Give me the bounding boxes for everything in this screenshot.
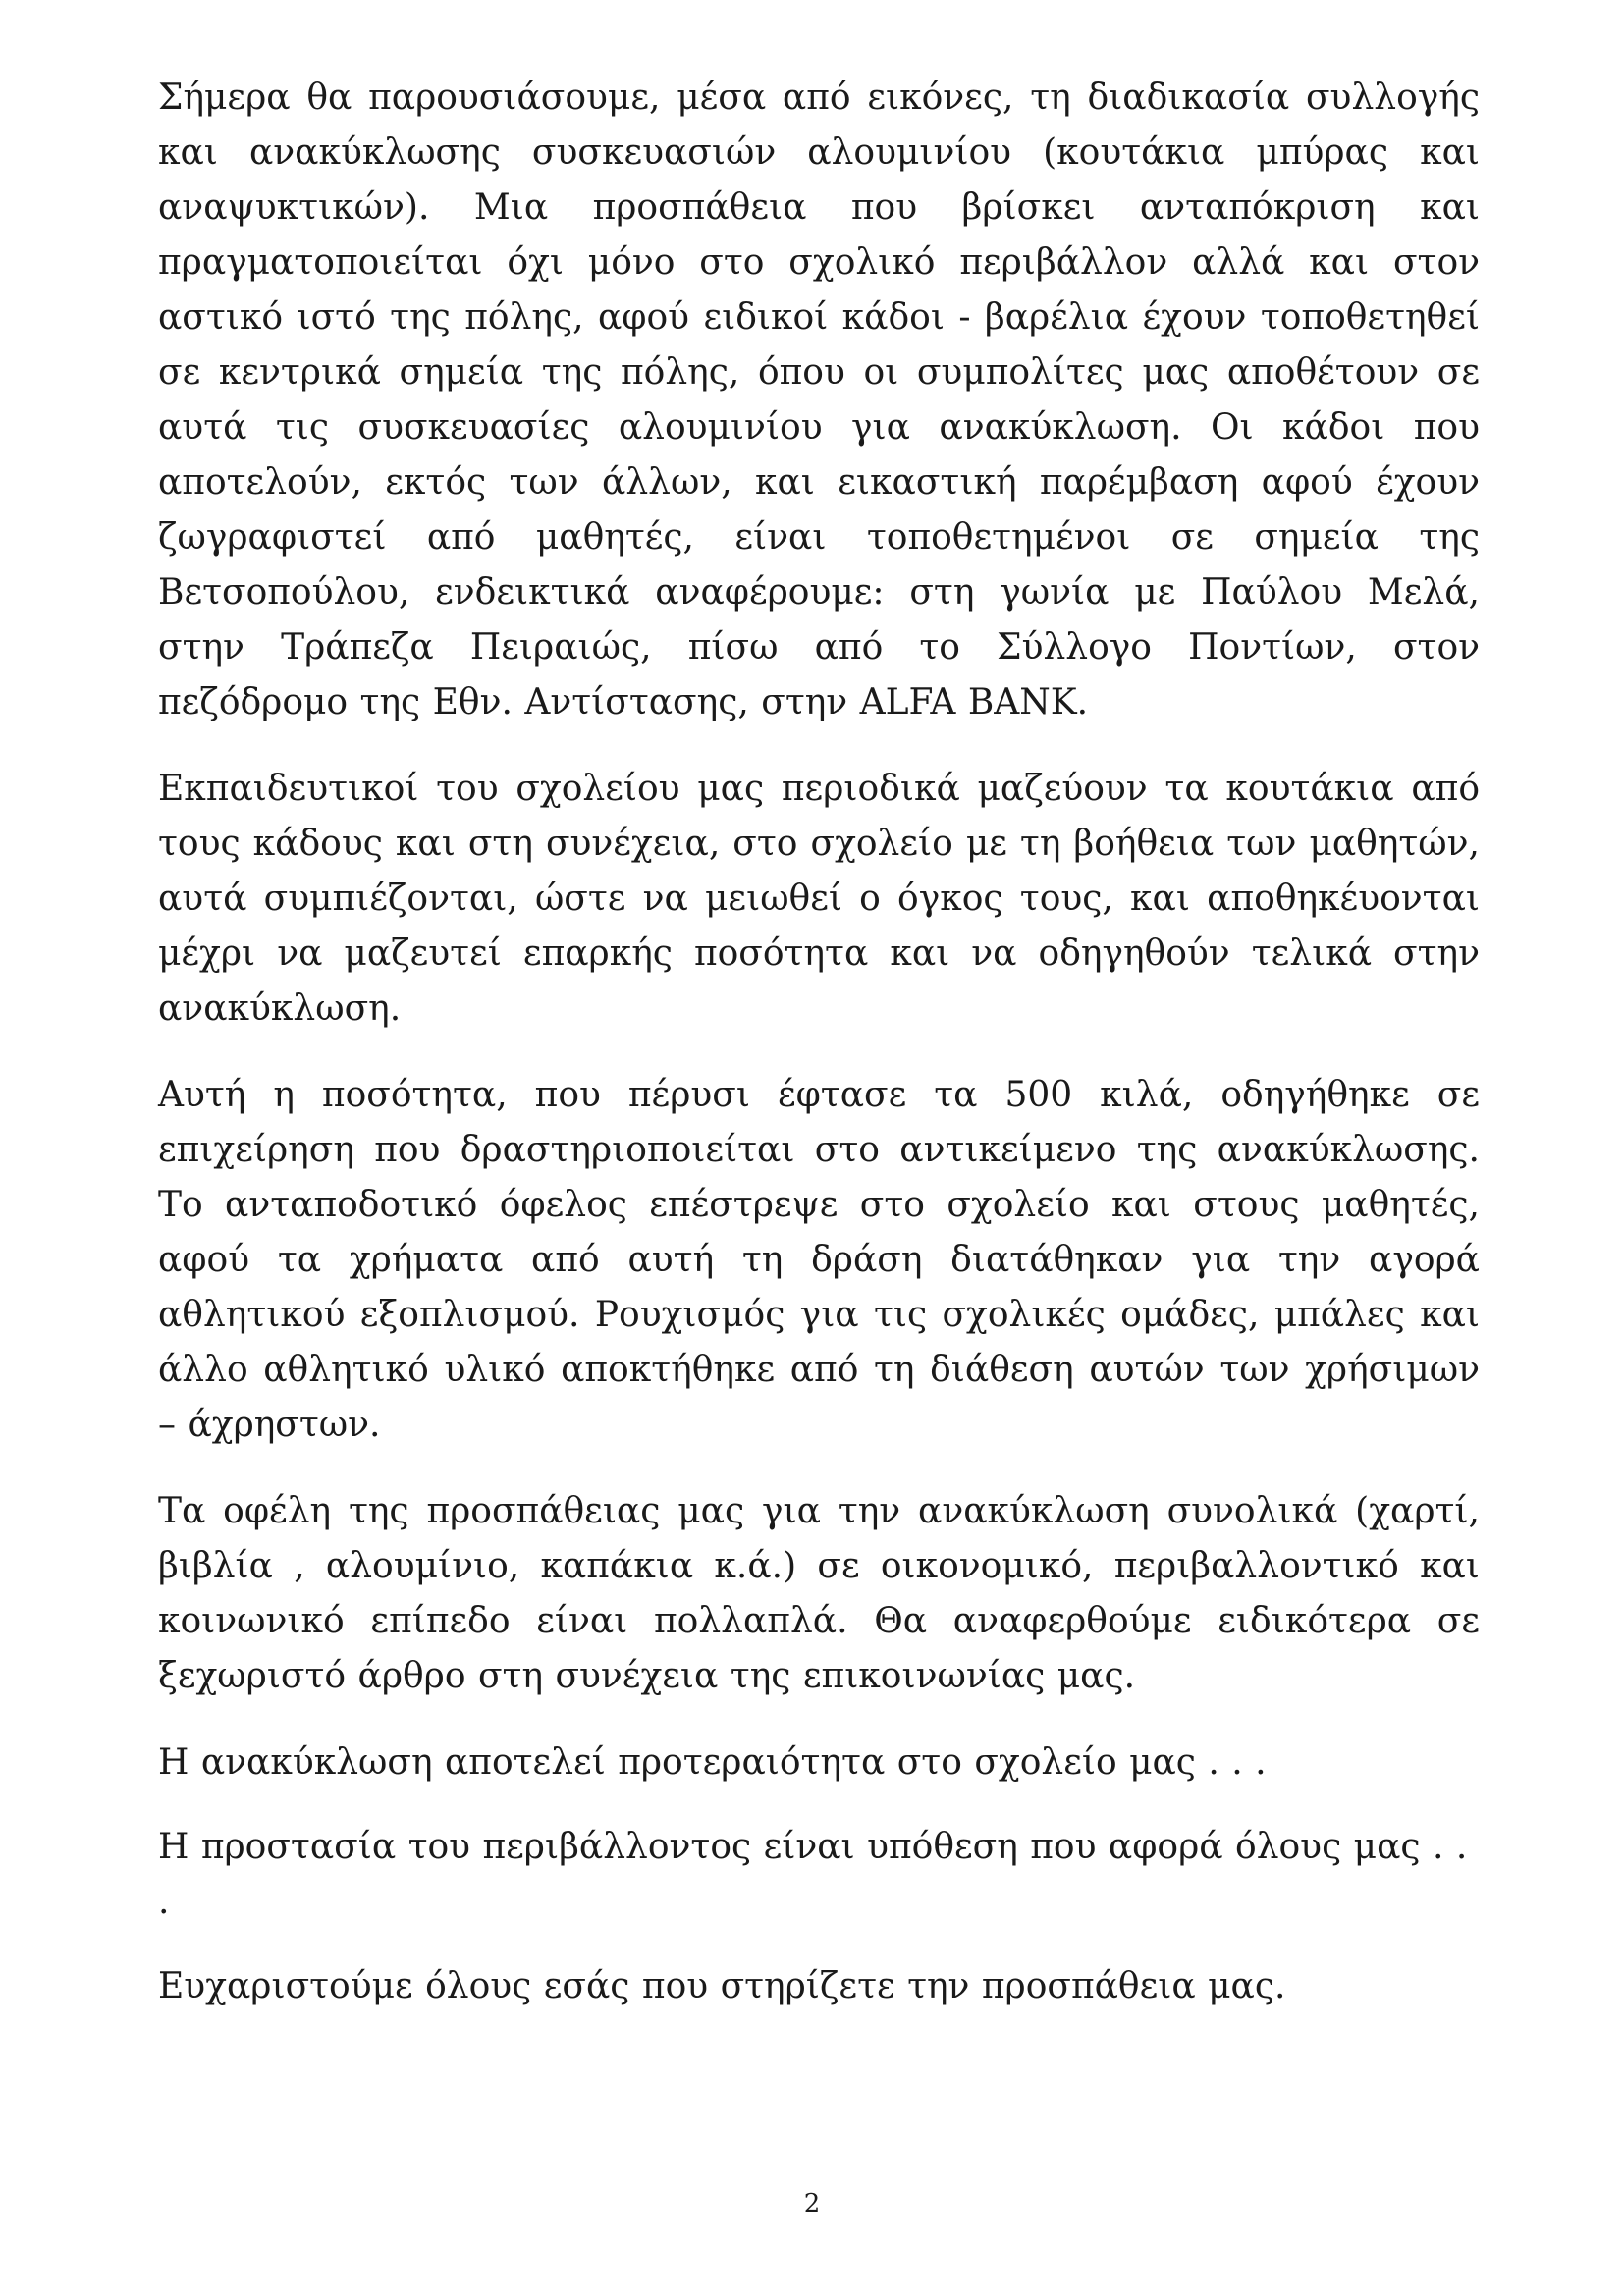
paragraph-environment: Η προστασία του περιβάλλοντος είναι υπόθεση που αφορά όλους μας . . . [158, 1827, 1468, 1922]
page-number: 2 [803, 2189, 821, 2218]
paragraph-intro: Σήμερα θα παρουσιάσουμε, μέσα από εικόνες, τη διαδικασία συλλογής και ανακύκλωσης συσκευασιών αλουμινίου (κουτάκια μπύρας και αναψυκτικών). Μια προσπάθεια που βρίσκει ανταπόκριση και πραγματοποιείται όχι μόνο στο σχολικό περιβάλλον αλλά και στον αστικό ιστό της πόλης, αφού ειδικοί κάδοι - βαρέλια έχουν τοποθετηθεί σε κεντρικά σημεία της πόλης, όπου οι συμπολίτες μας αποθέτουν σε αυτά τις συσκευασίες αλουμινίου για ανακύκλωση. Οι κάδοι που αποτελούν, εκτός των άλλων, και εικαστική παρέμβαση αφού έχουν ζωγραφιστεί από μαθητές, είναι τοποθετημένοι σε σημεία της Βετσοπούλου, ενδεικτικά αναφέρουμε: στη γωνία με Παύλου Μελά, στην Τράπεζα Πειραιώς, πίσω από το Σύλλογο Ποντίων, στον πεζόδρομο της Εθν. Αντίστασης, στην ALFA BANK. [158, 78, 1480, 722]
paragraph-quantity: Αυτή η ποσότητα, που πέρυσι έφτασε τα 500 κιλά, οδηγήθηκε σε επιχείρηση που δραστηριοποιείται στο αντικείμενο της ανακύκλωσης. Το ανταποδοτικό όφελος επέστρεψε στο σχολείο και στους μαθητές, αφού τα χρήματα από αυτή τη δράση διατάθηκαν για την αγορά αθλητικού εξοπλισμού. Ρουχισμός για τις σχολικές ομάδες, μπάλες και άλλο αθλητικό υλικό αποκτήθηκε από τη διάθεση αυτών των χρήσιμων – άχρηστων. [158, 1075, 1480, 1445]
paragraph-thanks: Ευχαριστούμε όλους εσάς που στηρίζετε την προσπάθεια μας. [158, 1966, 1286, 2006]
paragraph-benefits: Τα οφέλη της προσπάθειας μας για την ανακύκλωση συνολικά (χαρτί, βιβλία , αλουμίνιο, καπάκια κ.ά.) σε οικονομικό, περιβαλλοντικό και κοινωνικό επίπεδο είναι πολλαπλά. Θα αναφερθούμε ειδικότερα σε ξεχωριστό άρθρο στη συνέχεια της επικοινωνίας μας. [158, 1491, 1480, 1696]
paragraph-priority: Η ανακύκλωση αποτελεί προτεραιότητα στο σχολείο μας . . . [158, 1742, 1267, 1783]
document-page [158, 71, 1480, 2044]
paragraph-teachers: Εκπαιδευτικοί του σχολείου μας περιοδικά μαζεύουν τα κουτάκια από τους κάδους και στη συνέχεια, στο σχολείο με τη βοήθεια των μαθητών, αυτά συμπιέζονται, ώστε να μειωθεί ο όγκος τους, και αποθηκέυονται μέχρι να μαζευτεί επαρκής ποσότητα και να οδηγηθούν τελικά στην ανακύκλωση. [158, 769, 1480, 1029]
